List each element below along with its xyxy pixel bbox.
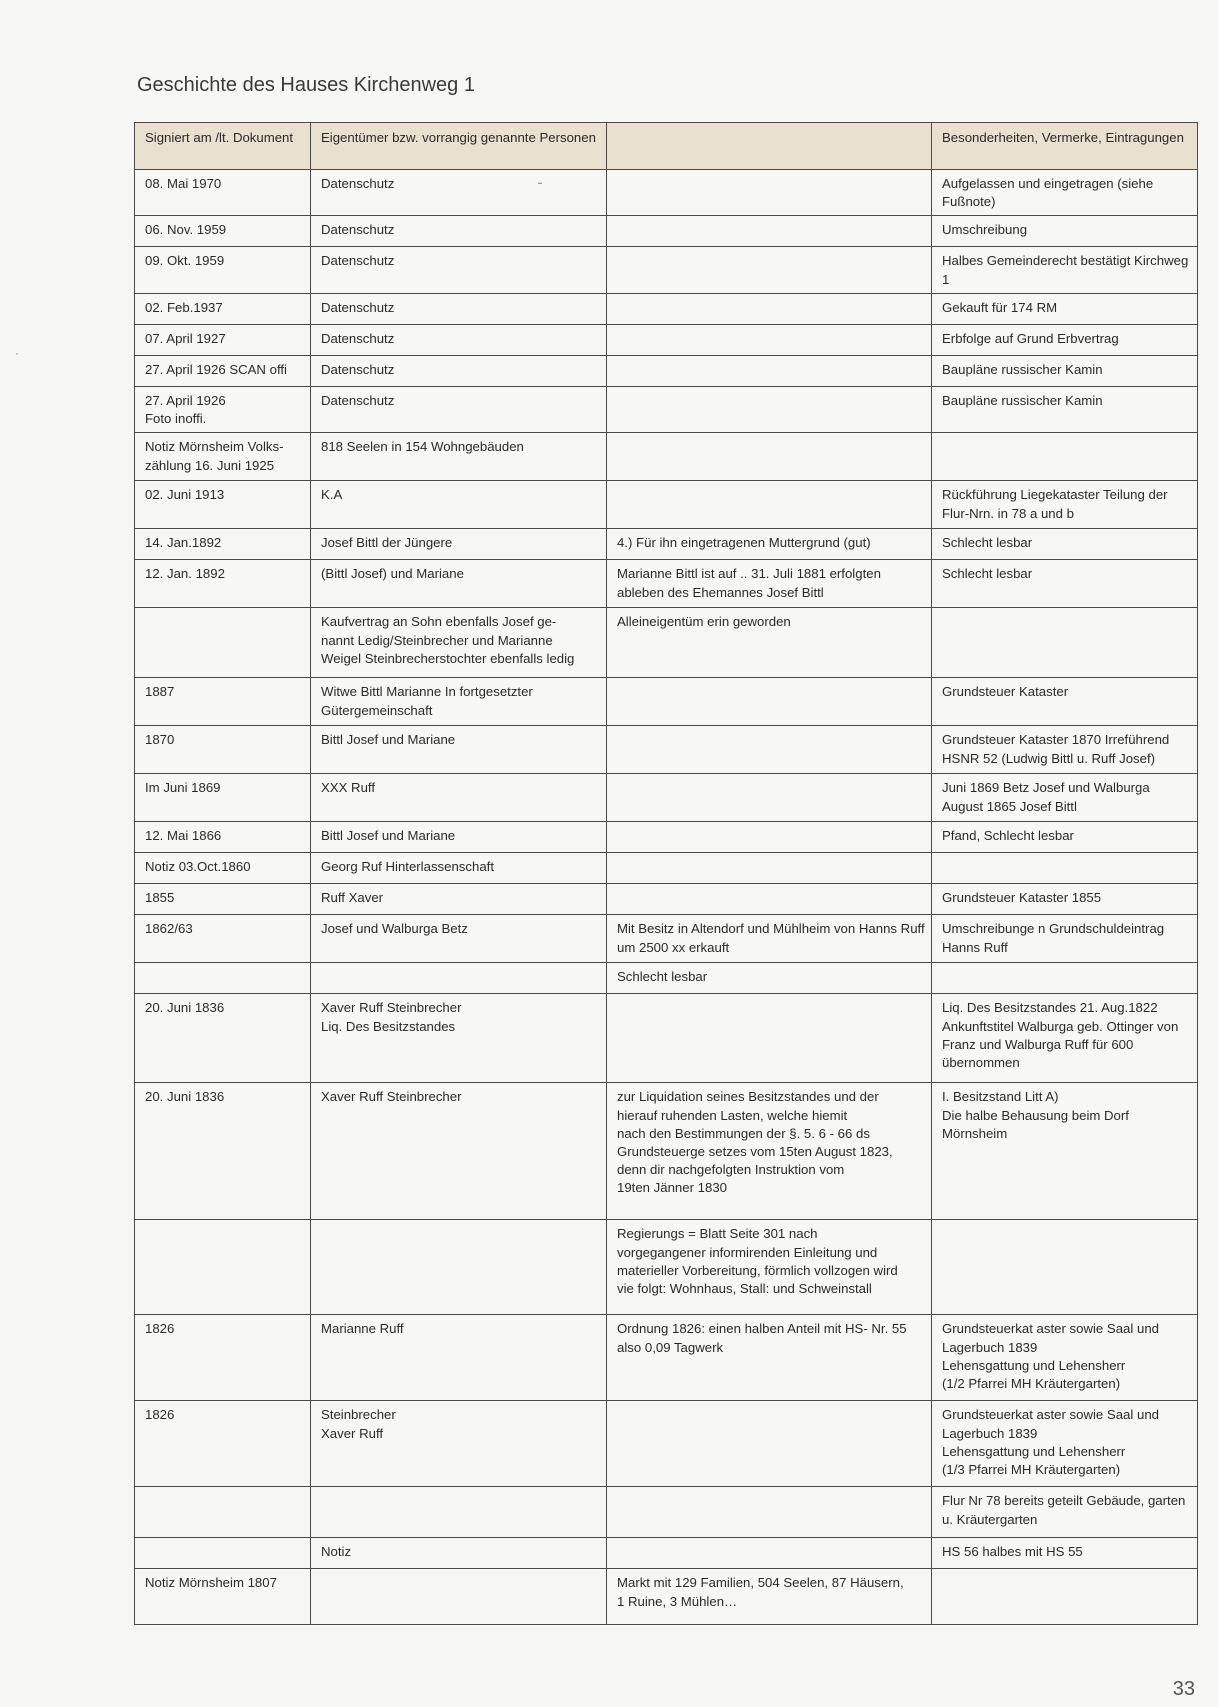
table-row xyxy=(135,1220,1198,1315)
table-row xyxy=(135,963,1198,994)
remarks-cell: Schlecht lesbar xyxy=(932,560,1198,608)
date-cell xyxy=(135,608,311,678)
details-cell xyxy=(607,774,932,822)
remarks-cell: Rückführung Liegekataster Teilung der Flur-Nrn. in 78 a und b xyxy=(932,481,1198,529)
table-row xyxy=(135,1569,1198,1625)
page-number: 33 xyxy=(1172,1678,1195,1700)
date-cell: 12. Jan. 1892 xyxy=(135,560,311,608)
table-row xyxy=(135,726,1198,774)
details-cell xyxy=(607,216,932,247)
date-cell: 02. Feb.1937 xyxy=(135,293,311,324)
owner-cell: (Bittl Josef) und Mariane xyxy=(311,560,607,608)
details-cell xyxy=(607,355,932,386)
history-table xyxy=(134,122,1198,1625)
header-owner: Eigentümer bzw. vorrangig genannte Personen xyxy=(311,123,607,170)
date-cell: 1862/63 xyxy=(135,915,311,963)
date-cell: 1870 xyxy=(135,726,311,774)
date-cell: Notiz Mörnsheim 1807 xyxy=(135,1569,311,1625)
date-cell xyxy=(135,1538,311,1569)
details-cell: Schlecht lesbar xyxy=(607,963,932,994)
table-row xyxy=(135,678,1198,726)
date-cell: 09. Okt. 1959 xyxy=(135,247,311,293)
details-cell: 4.) Für ihn eingetragenen Muttergrund (gut) xyxy=(607,529,932,560)
owner-cell xyxy=(311,963,607,994)
table-row xyxy=(135,529,1198,560)
date-cell: 14. Jan.1892 xyxy=(135,529,311,560)
details-cell xyxy=(607,678,932,726)
table-row xyxy=(135,481,1198,529)
details-cell xyxy=(607,884,932,915)
remarks-cell xyxy=(932,1220,1198,1315)
owner-cell xyxy=(311,1220,607,1315)
date-cell: 06. Nov. 1959 xyxy=(135,216,311,247)
date-cell: 07. April 1927 xyxy=(135,324,311,355)
details-cell xyxy=(607,853,932,884)
remarks-cell: Liq. Des Besitzstandes 21. Aug.1822 Ankunftstitel Walburga geb. Ottinger von Franz und Walburga Ruff für 600 übernommen xyxy=(932,994,1198,1083)
details-cell xyxy=(607,433,932,481)
owner-cell: XXX Ruff xyxy=(311,774,607,822)
owner-cell: Xaver Ruff Steinbrecher xyxy=(311,1083,607,1220)
date-cell: Notiz 03.Oct.1860 xyxy=(135,853,311,884)
owner-cell: Witwe Bittl Marianne In fortgesetzter Gütergemeinschaft xyxy=(311,678,607,726)
remarks-cell: Erbfolge auf Grund Erbvertrag xyxy=(932,324,1198,355)
owner-cell: Datenschutz xyxy=(311,216,607,247)
remarks-cell xyxy=(932,963,1198,994)
header-details xyxy=(607,123,932,170)
details-cell xyxy=(607,170,932,216)
remarks-cell: Pfand, Schlecht lesbar xyxy=(932,822,1198,853)
date-cell: 1826 xyxy=(135,1315,311,1401)
remarks-cell: Baupläne russischer Kamin xyxy=(932,386,1198,432)
table-row xyxy=(135,884,1198,915)
date-cell: 1855 xyxy=(135,884,311,915)
owner-cell: Josef Bittl der Jüngere xyxy=(311,529,607,560)
remarks-cell: Umschreibunge n Grundschuldeintrag Hanns Ruff xyxy=(932,915,1198,963)
scan-mark: ˜ xyxy=(538,180,542,194)
owner-cell: Datenschutz xyxy=(311,324,607,355)
owner-cell: K.A xyxy=(311,481,607,529)
owner-cell: Kaufvertrag an Sohn ebenfalls Josef ge- nannt Ledig/Steinbrecher und Marianne Weigel Steinbrecherstochter ebenfalls ledig xyxy=(311,608,607,678)
owner-cell: Ruff Xaver xyxy=(311,884,607,915)
remarks-cell: Baupläne russischer Kamin xyxy=(932,355,1198,386)
remarks-cell xyxy=(932,853,1198,884)
owner-cell: Datenschutz xyxy=(311,170,607,216)
date-cell xyxy=(135,1487,311,1538)
owner-cell: Datenschutz xyxy=(311,293,607,324)
table-row xyxy=(135,560,1198,608)
table-row xyxy=(135,608,1198,678)
date-cell: 02. Juni 1913 xyxy=(135,481,311,529)
remarks-cell: Aufgelassen und eingetragen (siehe Fußnote) xyxy=(932,170,1198,216)
details-cell xyxy=(607,994,932,1083)
table-row xyxy=(135,1401,1198,1487)
remarks-cell: Juni 1869 Betz Josef und Walburga August 1865 Josef Bittl xyxy=(932,774,1198,822)
table-header-row xyxy=(135,123,1198,170)
table-row xyxy=(135,994,1198,1083)
table-row xyxy=(135,774,1198,822)
date-cell: Im Juni 1869 xyxy=(135,774,311,822)
table-row xyxy=(135,1315,1198,1401)
date-cell: 08. Mai 1970 xyxy=(135,170,311,216)
date-cell: Notiz Mörnsheim Volks- zählung 16. Juni 1925 xyxy=(135,433,311,481)
remarks-cell xyxy=(932,433,1198,481)
details-cell: Regierungs = Blatt Seite 301 nach vorgegangener informirenden Einleitung und materieller Vorbereitung, förmlich vollzogen wird vie folgt: Wohnhaus, Stall: und Schweinstall xyxy=(607,1220,932,1315)
owner-cell: Xaver Ruff Steinbrecher Liq. Des Besitzstandes xyxy=(311,994,607,1083)
table-row xyxy=(135,216,1198,247)
date-cell: 1887 xyxy=(135,678,311,726)
owner-cell xyxy=(311,1487,607,1538)
table-row xyxy=(135,355,1198,386)
table-row xyxy=(135,1487,1198,1538)
details-cell: Alleineigentüm erin geworden xyxy=(607,608,932,678)
date-cell: 20. Juni 1836 xyxy=(135,994,311,1083)
header-remarks: Besonderheiten, Vermerke, Eintragungen xyxy=(932,123,1198,170)
date-cell xyxy=(135,1220,311,1315)
table-row xyxy=(135,1538,1198,1569)
page-title: Geschichte des Hauses Kirchenweg 1 xyxy=(137,74,475,96)
remarks-cell: HS 56 halbes mit HS 55 xyxy=(932,1538,1198,1569)
date-cell: 27. April 1926 Foto inoffi. xyxy=(135,386,311,432)
owner-cell: 818 Seelen in 154 Wohngebäuden xyxy=(311,433,607,481)
details-cell xyxy=(607,1487,932,1538)
owner-cell: Datenschutz xyxy=(311,355,607,386)
table-row xyxy=(135,1083,1198,1220)
table-row xyxy=(135,386,1198,432)
table-row xyxy=(135,324,1198,355)
remarks-cell: Grundsteuerkat aster sowie Saal und Lagerbuch 1839 Lehensgattung und Lehensherr (1/2 Pfarrei MH Kräutergarten) xyxy=(932,1315,1198,1401)
table-row xyxy=(135,853,1198,884)
owner-cell: Josef und Walburga Betz xyxy=(311,915,607,963)
remarks-cell: Gekauft für 174 RM xyxy=(932,293,1198,324)
date-cell: 20. Juni 1836 xyxy=(135,1083,311,1220)
details-cell: Mit Besitz in Altendorf und Mühlheim von Hanns Ruff um 2500 xx erkauft xyxy=(607,915,932,963)
scan-mark: · xyxy=(15,346,19,360)
owner-cell: Bittl Josef und Mariane xyxy=(311,822,607,853)
remarks-cell xyxy=(932,608,1198,678)
header-date: Signiert am /lt. Dokument xyxy=(135,123,311,170)
details-cell xyxy=(607,293,932,324)
owner-cell: Steinbrecher Xaver Ruff xyxy=(311,1401,607,1487)
details-cell: Marianne Bittl ist auf .. 31. Juli 1881 erfolgten ableben des Ehemannes Josef Bittl xyxy=(607,560,932,608)
details-cell xyxy=(607,247,932,293)
remarks-cell: Grundsteuer Kataster 1855 xyxy=(932,884,1198,915)
table-row xyxy=(135,293,1198,324)
details-cell xyxy=(607,386,932,432)
details-cell xyxy=(607,1401,932,1487)
details-cell xyxy=(607,324,932,355)
remarks-cell: Grundsteuer Kataster 1870 Irreführend HSNR 52 (Ludwig Bittl u. Ruff Josef) xyxy=(932,726,1198,774)
remarks-cell: Umschreibung xyxy=(932,216,1198,247)
remarks-cell: Schlecht lesbar xyxy=(932,529,1198,560)
details-cell xyxy=(607,481,932,529)
owner-cell: Bittl Josef und Mariane xyxy=(311,726,607,774)
owner-cell: Datenschutz xyxy=(311,386,607,432)
remarks-cell: I. Besitzstand Litt A) Die halbe Behausung beim Dorf Mörnsheim xyxy=(932,1083,1198,1220)
date-cell: 12. Mai 1866 xyxy=(135,822,311,853)
owner-cell: Datenschutz xyxy=(311,247,607,293)
owner-cell xyxy=(311,1569,607,1625)
owner-cell: Notiz xyxy=(311,1538,607,1569)
details-cell xyxy=(607,726,932,774)
owner-cell: Marianne Ruff xyxy=(311,1315,607,1401)
table-row xyxy=(135,822,1198,853)
remarks-cell: Grundsteuerkat aster sowie Saal und Lagerbuch 1839 Lehensgattung und Lehensherr (1/3 Pfarrei MH Kräutergarten) xyxy=(932,1401,1198,1487)
details-cell xyxy=(607,822,932,853)
table-row xyxy=(135,170,1198,216)
owner-cell: Georg Ruf Hinterlassenschaft xyxy=(311,853,607,884)
table-row xyxy=(135,915,1198,963)
table-row xyxy=(135,247,1198,293)
date-cell: 27. April 1926 SCAN offi xyxy=(135,355,311,386)
remarks-cell: Flur Nr 78 bereits geteilt Gebäude, garten u. Kräutergarten xyxy=(932,1487,1198,1538)
remarks-cell: Halbes Gemeinderecht bestätigt Kirchweg 1 xyxy=(932,247,1198,293)
details-cell xyxy=(607,1538,932,1569)
details-cell: Markt mit 129 Familien, 504 Seelen, 87 Häusern, 1 Ruine, 3 Mühlen… xyxy=(607,1569,932,1625)
table-row xyxy=(135,433,1198,481)
details-cell: zur Liquidation seines Besitzstandes und der hierauf ruhenden Lasten, welche hiemit nach den Bestimmungen der §. 5. 6 - 66 ds Grundsteuerge setzes vom 15ten August 1823, denn dir nachgefolgten Instruktion vom 19ten Jänner 1830 xyxy=(607,1083,932,1220)
date-cell xyxy=(135,963,311,994)
details-cell: Ordnung 1826: einen halben Anteil mit HS- Nr. 55 also 0,09 Tagwerk xyxy=(607,1315,932,1401)
remarks-cell xyxy=(932,1569,1198,1625)
remarks-cell: Grundsteuer Kataster xyxy=(932,678,1198,726)
date-cell: 1826 xyxy=(135,1401,311,1487)
